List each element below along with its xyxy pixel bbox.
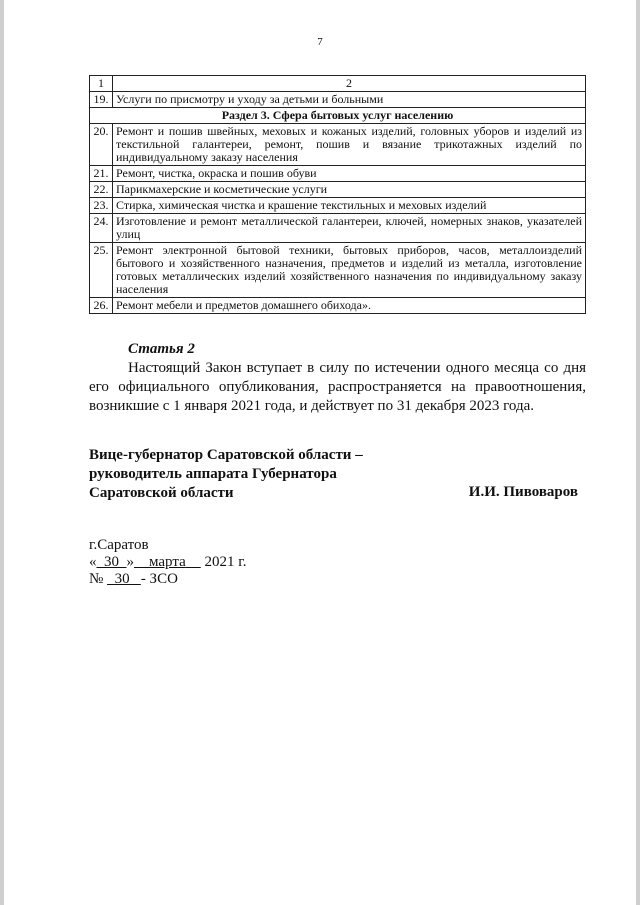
page-number: 7 — [317, 36, 323, 48]
section-row — [90, 108, 586, 124]
number-prefix: № — [89, 571, 104, 587]
row-desc: Стирка, химическая чистка и крашение текстильных и меховых изделий — [113, 198, 586, 214]
signatory-title-line: Саратовской области — [89, 485, 234, 501]
scan-edge-right — [636, 0, 640, 905]
header-desc-cell: 2 — [113, 76, 586, 92]
row-desc: Парикмахерские и косметические услуги — [113, 182, 586, 198]
document-footer — [89, 537, 246, 588]
table-row — [90, 198, 586, 214]
table-row — [90, 182, 586, 198]
date-year: 2021 г. — [204, 554, 247, 570]
adoption-date — [89, 554, 246, 571]
signatory-title-line: Вице-губернатор Саратовской области – — [89, 447, 363, 463]
signatory-title — [89, 446, 363, 503]
date-day: 30 — [104, 554, 119, 570]
row-desc: Ремонт и пошив швейных, меховых и кожаных изделий, головных уборов и изделий из текстильной галантереи, ремонт, пошив и вязание трикотажных изделий по индивидуальному заказу населения — [113, 124, 586, 166]
table-row — [90, 243, 586, 298]
table-row — [90, 124, 586, 166]
row-num: 20. — [90, 124, 113, 166]
table-header-row — [90, 76, 586, 92]
date-open-quote: « — [89, 554, 97, 570]
table-row — [90, 214, 586, 243]
city: г.Саратов — [89, 537, 149, 553]
article-text: Настоящий Закон вступает в силу по истечении одного месяца со дня его официального опубликования, распространяется на правоотношения, возникшие с 1 января 2021 года, и действует по 31 декабря 2023 года. — [89, 360, 586, 414]
services-table — [89, 75, 586, 314]
row-desc: Ремонт, чистка, окраска и пошив обуви — [113, 166, 586, 182]
row-desc: Изготовление и ремонт металлической галантереи, ключей, номерных знаков, указателей улиц — [113, 214, 586, 243]
scan-edge-left — [0, 0, 4, 905]
number-suffix: - ЗСО — [140, 571, 178, 587]
signatory-title-line: руководитель аппарата Губернатора — [89, 466, 337, 482]
table-row — [90, 298, 586, 314]
table-row — [90, 166, 586, 182]
date-month: марта — [149, 554, 186, 570]
row-desc: Ремонт электронной бытовой техники, бытовых приборов, часов, металлоизделий бытового и хозяйственного назначения, предметов и изделий из металла, изготовление готовых металлических изделий хозяйственного назначения по индивидуальному заказу населения — [113, 243, 586, 298]
row-num: 22. — [90, 182, 113, 198]
row-num: 19. — [90, 92, 113, 108]
law-number — [89, 571, 246, 588]
row-num: 26. — [90, 298, 113, 314]
row-num: 21. — [90, 166, 113, 182]
date-close-quote: » — [126, 554, 134, 570]
number-value: 30 — [114, 571, 130, 587]
row-num: 25. — [90, 243, 113, 298]
table-row — [90, 92, 586, 108]
row-num: 23. — [90, 198, 113, 214]
row-num: 24. — [90, 214, 113, 243]
header-num-cell: 1 — [90, 76, 113, 92]
article-title: Статья 2 — [128, 341, 195, 357]
signatory-name: И.И. Пивоваров — [468, 484, 578, 500]
row-desc: Ремонт мебели и предметов домашнего обихода». — [113, 298, 586, 314]
row-desc: Услуги по присмотру и уходу за детьми и больными — [113, 92, 586, 108]
section-heading: Раздел 3. Сфера бытовых услуг населению — [90, 108, 586, 124]
